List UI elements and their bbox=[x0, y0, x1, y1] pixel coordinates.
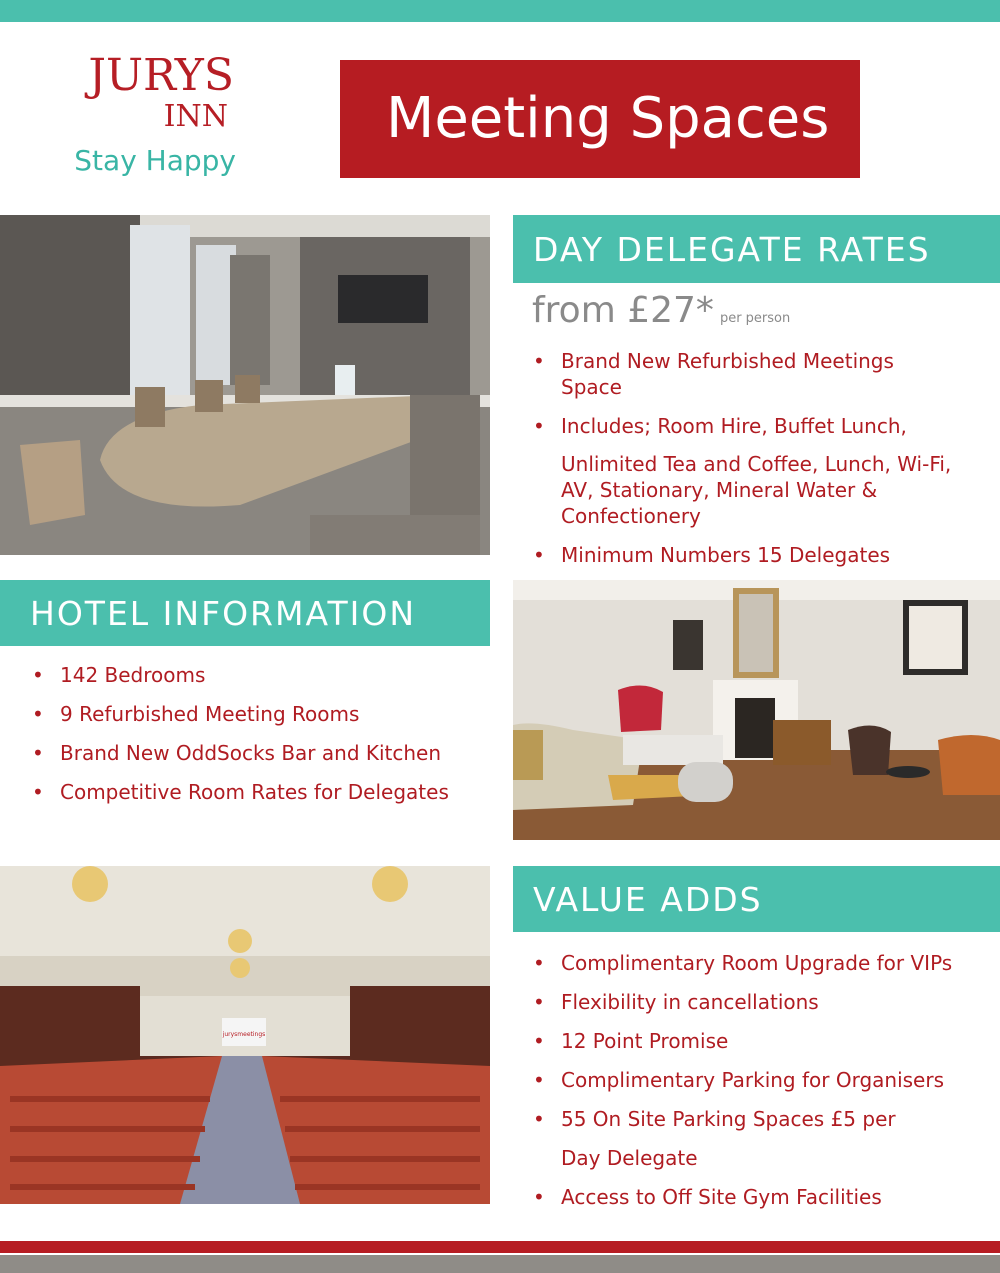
page-title: Meeting Spaces bbox=[386, 86, 830, 151]
top-stripe bbox=[0, 0, 1000, 22]
list-item: • Complimentary Parking for Organisers bbox=[533, 1067, 973, 1093]
list-item: Day Delegate bbox=[561, 1146, 698, 1170]
jurys-inn-logo bbox=[60, 52, 250, 192]
hotel-information-heading: HOTEL INFORMATION bbox=[0, 580, 490, 646]
logo-wordmark-inn: INN bbox=[163, 99, 228, 134]
list-item: • 55 On Site Parking Spaces £5 per bbox=[533, 1106, 973, 1132]
day-delegate-list bbox=[533, 348, 953, 581]
list-item: • Brand New Refurbished Meetings Space bbox=[533, 348, 953, 400]
boardroom-photo bbox=[0, 215, 490, 555]
bottom-stripe-grey bbox=[0, 1255, 1000, 1273]
price-label bbox=[532, 290, 790, 331]
logo-tagline: Stay Happy bbox=[74, 144, 236, 177]
price-suffix: per person bbox=[719, 311, 791, 326]
value-adds-list bbox=[533, 950, 973, 1223]
screen-text: jurysmeetings bbox=[222, 1031, 266, 1038]
list-item: • Flexibility in cancellations bbox=[533, 989, 973, 1015]
day-delegate-rates-heading: DAY DELEGATE RATES bbox=[513, 215, 1000, 283]
list-item: • Includes; Room Hire, Buffet Lunch, bbox=[533, 413, 953, 439]
list-item: • 9 Refurbished Meeting Rooms bbox=[32, 701, 472, 727]
list-item: • Access to Off Site Gym Facilities bbox=[533, 1184, 973, 1210]
logo-wordmark-jurys: JURYS bbox=[88, 50, 234, 101]
ballroom-photo bbox=[0, 866, 490, 1204]
list-item: • Brand New OddSocks Bar and Kitchen bbox=[32, 740, 472, 766]
list-item: Unlimited Tea and Coffee, Lunch, Wi-Fi, AV, Stationary, Mineral Water & Confectionery bbox=[561, 452, 952, 528]
title-banner bbox=[340, 60, 860, 178]
price-value: from £27* bbox=[532, 290, 714, 331]
list-item: • 142 Bedrooms bbox=[32, 662, 472, 688]
lounge-photo bbox=[513, 580, 1000, 840]
list-item: • Complimentary Room Upgrade for VIPs bbox=[533, 950, 973, 976]
hotel-information-list bbox=[32, 662, 472, 818]
bottom-stripe-red bbox=[0, 1241, 1000, 1253]
list-item: • 12 Point Promise bbox=[533, 1028, 973, 1054]
value-adds-heading: VALUE ADDS bbox=[513, 866, 1000, 932]
list-item: • Minimum Numbers 15 Delegates bbox=[533, 542, 953, 568]
list-item: • Competitive Room Rates for Delegates bbox=[32, 779, 472, 805]
